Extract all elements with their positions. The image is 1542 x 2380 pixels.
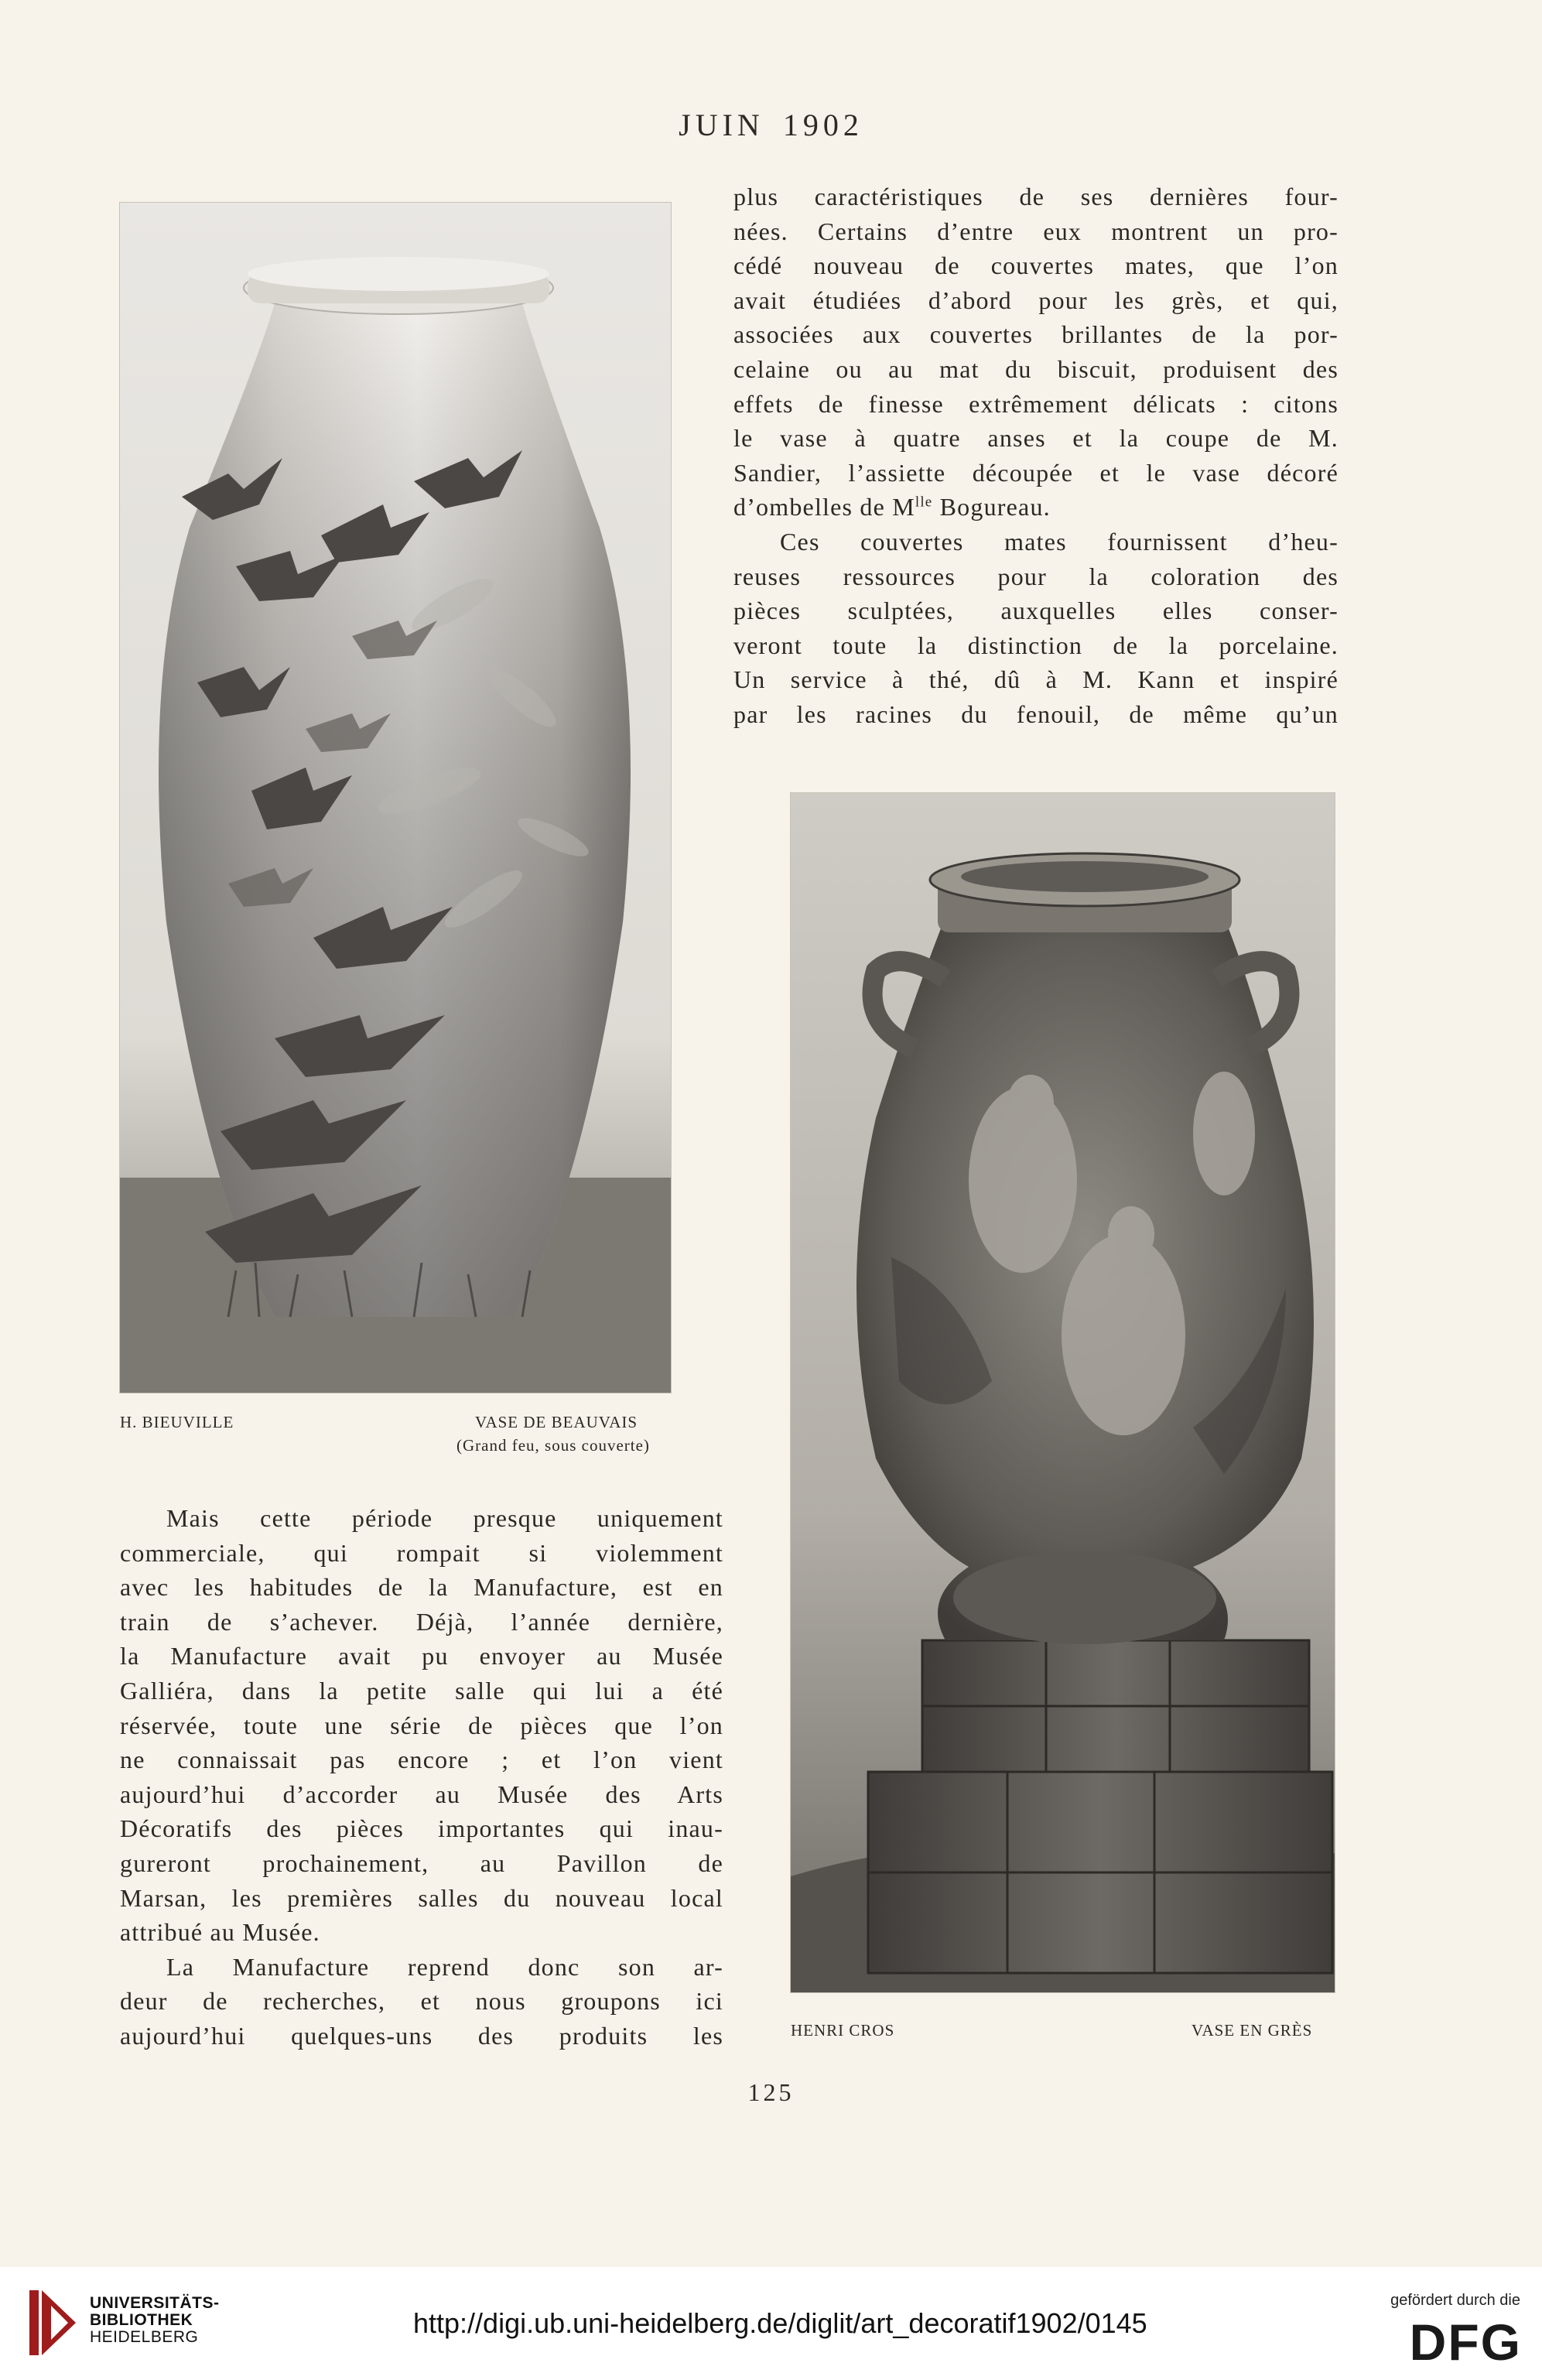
text-fragment: d’ombelles de M: [733, 493, 915, 521]
text-line: train de s’achever. Déjà, l’année dernière,: [120, 1607, 723, 1636]
right-column-text: [733, 180, 1339, 732]
dfg-logo: DFG: [1409, 2313, 1522, 2371]
figure1-artist: H. BIEUVILLE: [120, 1413, 234, 1431]
text-line: aujourd’hui quelques-uns des produits les: [120, 2021, 723, 2050]
text-line: cédé nouveau de couvertes mates, que l’on: [733, 251, 1339, 280]
text-line: avait étudiées d’abord pour les grès, et qui,: [733, 286, 1339, 314]
text-line: veront toute la distinction de la porcelaine.: [733, 631, 1339, 659]
funding-note: gefördert durch die: [1390, 2292, 1520, 2309]
vase-de-beauvais-photo: [120, 203, 671, 1393]
text-line: la Manufacture avait pu envoyer au Musée: [120, 1642, 723, 1670]
text-line: aujourd’hui d’accorder au Musée des Arts: [120, 1780, 723, 1808]
left-column-text: [120, 1501, 723, 2053]
text-line: réservée, toute une série de pièces que l’on: [120, 1711, 723, 1739]
text-line: Ces couvertes mates fournissent d’heu-: [780, 527, 1339, 556]
footer-bar: [0, 2267, 1542, 2380]
superscript: lle: [915, 494, 933, 511]
text-line: [733, 490, 1339, 525]
text-line: Mais cette période presque uniquement: [166, 1504, 723, 1532]
text-line: reuses ressources pour la coloration des: [733, 562, 1339, 590]
text-line: associées aux couvertes brillantes de la por-: [733, 320, 1339, 349]
library-line: HEIDELBERG: [90, 2328, 199, 2346]
university-library-logo-icon: [25, 2284, 80, 2361]
figure2-artist: HENRI CROS: [791, 2021, 895, 2040]
text-line: effets de finesse extrêmement délicats : citons: [733, 389, 1339, 418]
figure2-title: VASE EN GRÈS: [1192, 2021, 1313, 2040]
text-line: deur de recherches, et nous groupons ici: [120, 1987, 723, 2016]
running-header: [0, 107, 1542, 143]
text-line: Sandier, l’assiette découpée et le vase décoré: [733, 458, 1339, 487]
text-line: avec les habitudes de la Manufacture, est en: [120, 1573, 723, 1602]
university-library-name: [90, 2295, 220, 2346]
header-year: 1902: [782, 108, 863, 142]
text-line: Marsan, les premières salles du nouveau local: [120, 1883, 723, 1912]
text-line: celaine ou au mat du biscuit, produisent des: [733, 354, 1339, 383]
text-line: Décoratifs des pièces importantes qui inau-: [120, 1814, 723, 1843]
text-line: pièces sculptées, auxquelles elles conser-: [733, 597, 1339, 625]
text-line: La Manufacture reprend donc son ar-: [166, 1952, 723, 1981]
text-line: par les racines du fenouil, de même qu’un: [733, 699, 1339, 728]
figure1-subtitle: (Grand feu, sous couverte): [456, 1436, 650, 1455]
text-line: commerciale, qui rompait si violemment: [120, 1538, 723, 1567]
figure1-title: VASE DE BEAUVAIS: [475, 1413, 638, 1431]
header-month: JUIN: [679, 108, 764, 142]
text-line: ne connaissait pas encore ; et l’on vient: [120, 1746, 723, 1774]
page-number: 125: [747, 2078, 795, 2106]
permalink-url[interactable]: http://digi.ub.uni-heidelberg.de/diglit/art_decoratif1902/0145: [413, 2307, 1147, 2339]
text-fragment: Bogureau.: [932, 493, 1051, 521]
text-line: nées. Certains d’entre eux montrent un pro-: [733, 217, 1339, 245]
library-line: UNIVERSITÄTS-: [90, 2294, 220, 2312]
text-line: Galliéra, dans la petite salle qui lui a été: [120, 1676, 723, 1705]
library-line: BIBLIOTHEK: [90, 2311, 193, 2329]
text-line: gureront prochainement, au Pavillon de: [120, 1848, 723, 1877]
text-line: attribué au Musée.: [120, 1918, 320, 1947]
text-line: le vase à quatre anses et la coupe de M.: [733, 424, 1339, 453]
vase-en-gres-photo: [791, 793, 1335, 1992]
text-line: plus caractéristiques de ses dernières four-: [733, 183, 1339, 210]
text-line: Un service à thé, dû à M. Kann et inspiré: [733, 665, 1339, 694]
